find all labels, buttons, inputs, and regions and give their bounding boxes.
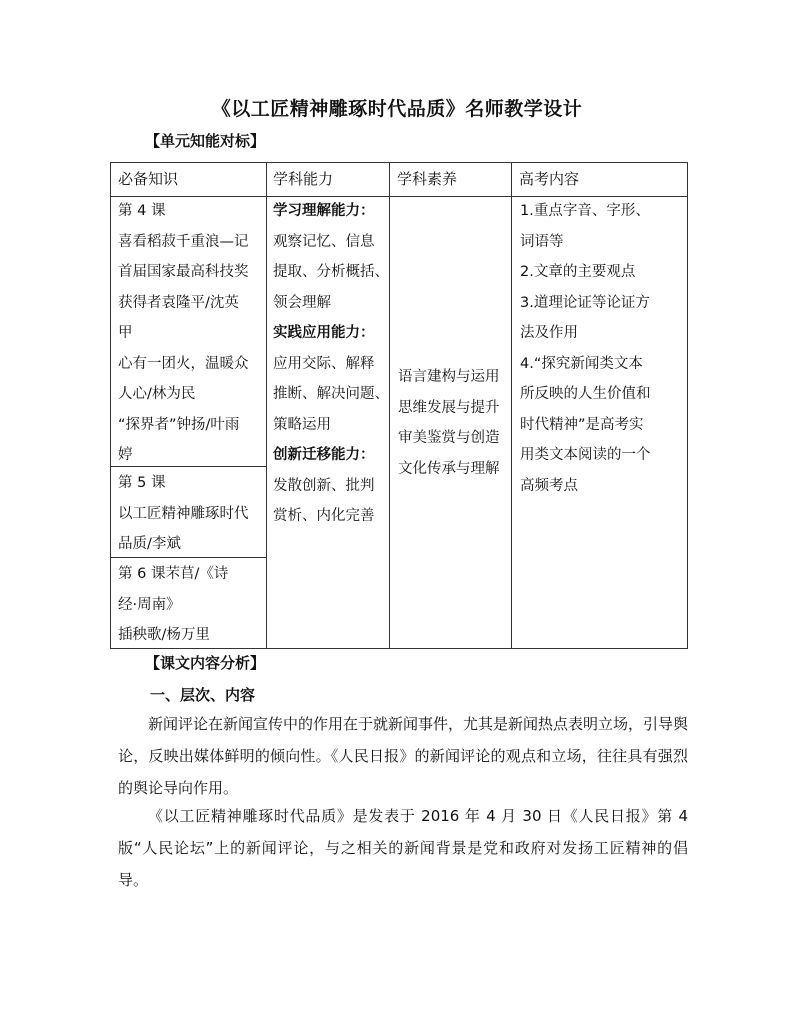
- table-column-divider: [389, 163, 390, 648]
- paragraph-article-background: 《以工匠精神雕琢时代品质》是发表于 2016 年 4 月 30 日《人民日报》第 4 版“人民论坛”上的新闻评论，与之相关的新闻背景是党和政府对发扬工匠精神的倡导。: [118, 807, 688, 889]
- knowledge-cell-lesson-5: 第 5 课 以工匠精神雕琢时代 品质/李斌: [118, 475, 249, 552]
- literacy-cell: 语言建构与运用 思维发展与提升 审美鉴赏与创造 文化传承与理解: [398, 369, 500, 477]
- alignment-table: [110, 162, 688, 649]
- knowledge-cell-lesson-4: 第 4 课 喜看稻菽千重浪—记 首届国家最高科技奖 获得者袁隆平/沈英 甲 心有一团火，温暖众 人心/林为民 “探界者”钟扬/叶雨 婷: [118, 203, 249, 463]
- section-heading-text-analysis: 【课文内容分析】: [145, 654, 266, 672]
- table-header-exam: 高考内容: [519, 170, 580, 188]
- table-column-divider: [511, 163, 512, 648]
- paragraph-news-commentary-role: 新闻评论在新闻宣传中的作用在于就新闻事件，尤其是新闻热点表明立场，引导舆论，反映出媒体鲜明的倾向性。《人民日报》的新闻评论的观点和立场，往往具有强烈的舆论导向作用。: [118, 715, 689, 797]
- table-header-knowledge: 必备知识: [118, 170, 179, 188]
- section-heading-unit-alignment: 【单元知能对标】: [145, 132, 266, 150]
- ability-cell: 学习理解能力： 观察记忆、信息 提取、分析概括、 领会理解 实践应用能力： 应用交际、解释 推断、解决问题、 策略运用 创新迁移能力： 发散创新、批判 赏析、内化完善: [273, 203, 389, 524]
- document-title: 《以工匠精神雕琢时代品质》名师教学设计: [211, 98, 583, 120]
- table-header-ability: 学科能力: [273, 170, 334, 188]
- exam-content-cell: 1.重点字音、字形、 词语等 2.文章的主要观点 3.道理论证等论证方 法及作用 4.“探究新闻类文本 所反映的人生价值和 时代精神”是高考实 用类文本阅读的一个 高频考点: [520, 203, 651, 494]
- knowledge-cell-lesson-6: 第 6 课芣苢/《诗 经·周南》 插秧歌/杨万里: [118, 566, 229, 643]
- table-header-literacy: 学科素养: [397, 170, 458, 188]
- subheading-structure-content: 一、层次、内容: [150, 686, 256, 704]
- table-column-divider: [266, 163, 267, 648]
